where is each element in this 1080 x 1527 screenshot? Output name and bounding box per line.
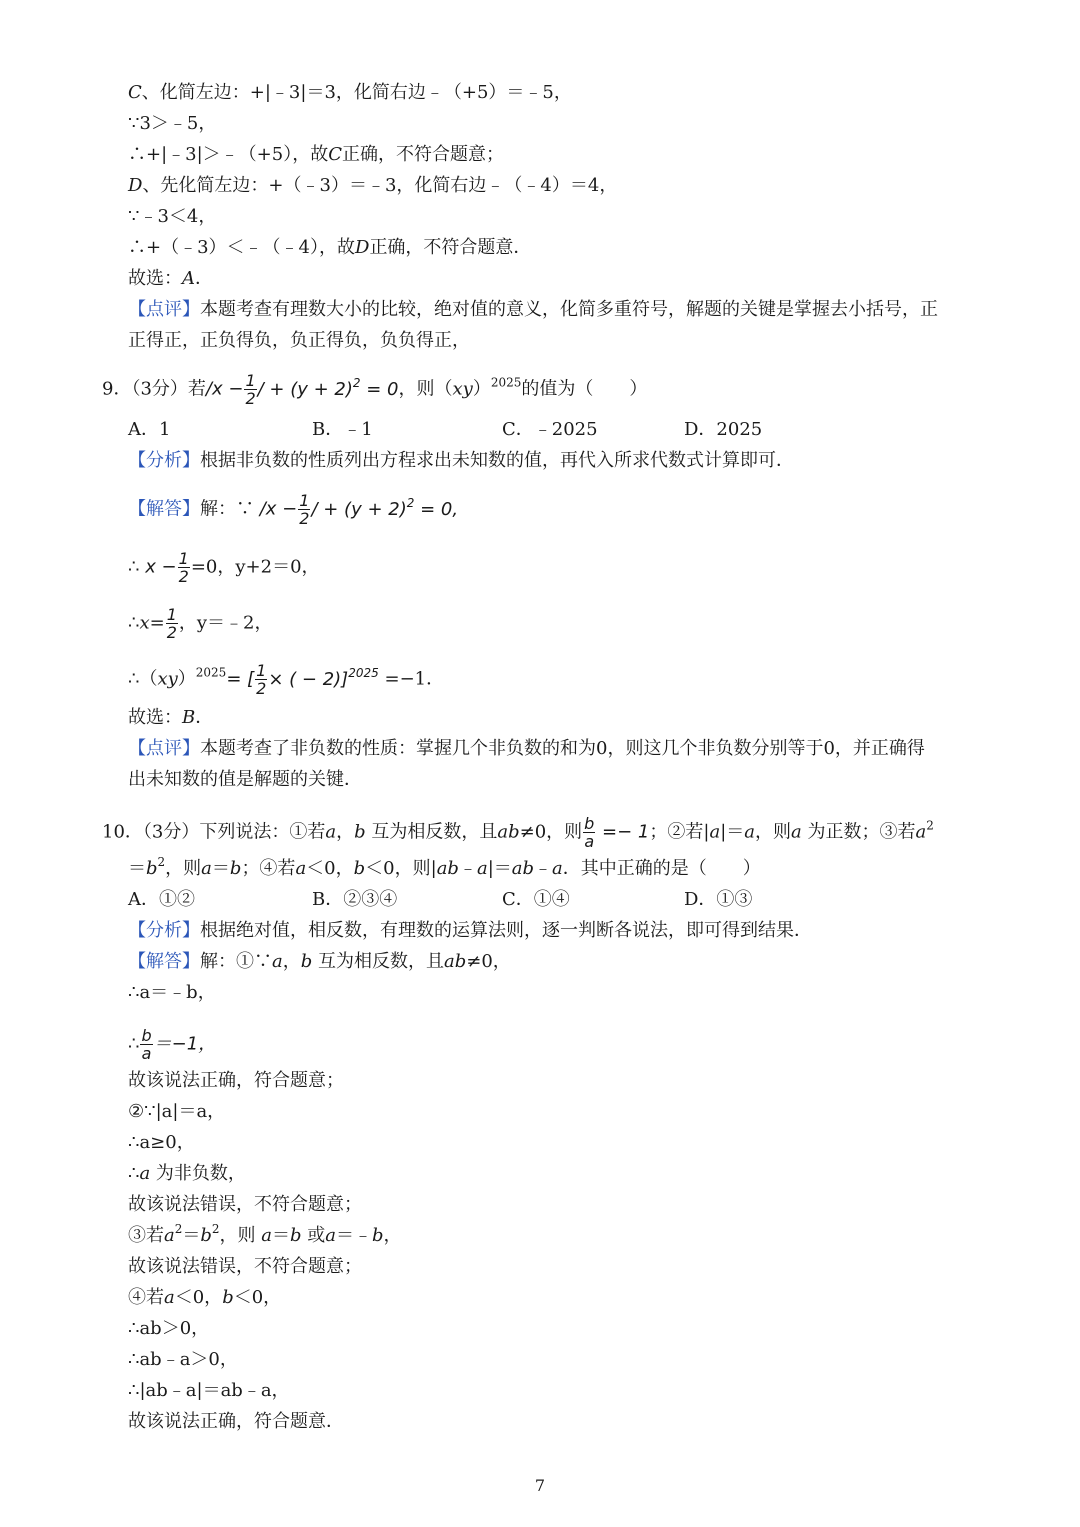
- option-c-because: ∵3＞﹣5，: [128, 113, 217, 134]
- question-10-stem: 10．（3分）下列说法：①若a，b 互为相反数，且ab≠0，则 $\frac{b}{a}$ =− 1；②若|a|＝a，则a 为正数；③若$a^2$: [102, 814, 934, 851]
- q9-comment: 【点评】本题考查了非负数的性质：掌握几个非负数的和为0，则这几个非负数分别等于0，并正确得: [128, 738, 925, 759]
- option-d-line: D、先化简左边：+（﹣3）＝﹣3，化简右边﹣（﹣4）＝4，: [128, 175, 618, 196]
- q10-answer: 【解答】解：①∵a，b 互为相反数，且ab≠0，: [128, 951, 511, 972]
- q10-correct-2: 故该说法正确，符合题意．: [128, 1411, 344, 1432]
- comment-tag: 【点评】: [128, 299, 200, 320]
- q9-comment-2: 出未知数的值是解题的关键．: [128, 769, 362, 790]
- q10-step-3: ∴a≥0，: [128, 1132, 195, 1153]
- q9-option-d: D．2025: [684, 419, 763, 440]
- q10-step-9: ∴|ab﹣a|＝ab﹣a，: [128, 1380, 290, 1401]
- q9-answer: 【解答】解：∵ /x − $\frac{1}{2}$ / + $(y + 2)^2 = 0$,: [128, 491, 459, 528]
- q10-analysis: 【分析】根据绝对值，相反数，有理数的运算法则，逐一判断各说法，即可得到结果．: [128, 920, 812, 941]
- q10-wrong-1: 故该说法错误，不符合题意；: [128, 1194, 362, 1215]
- q8-choose: 故选：A．: [128, 268, 213, 289]
- q10-option-c: C．①④: [502, 889, 570, 910]
- option-c-therefore: ∴+|﹣3|＞﹣（+5），故C正确，不符合题意；: [128, 144, 504, 165]
- q10-step-7: ∴ab＞0，: [128, 1318, 210, 1339]
- q10-correct-1: 故该说法正确，符合题意；: [128, 1070, 344, 1091]
- q10-step-8: ∴ab﹣a＞0，: [128, 1349, 238, 1370]
- q8-comment: 【点评】本题考查有理数大小的比较，绝对值的意义，化简多重符号，解题的关键是掌握去小括号，正: [128, 299, 938, 320]
- q10-step-6: ④若a＜0，b＜0，: [128, 1287, 282, 1308]
- q9-option-a: A．1: [128, 419, 171, 440]
- q10-step-5: ③若$a^2=b^2$，则 a＝b 或a＝﹣b，: [128, 1222, 402, 1246]
- q9-option-c: C．﹣2025: [502, 419, 598, 440]
- q10-option-b: B．②③④: [312, 889, 398, 910]
- page-number: 7: [534, 1476, 546, 1495]
- q9-option-b: B．﹣1: [312, 419, 373, 440]
- q10-wrong-2: 故该说法错误，不符合题意；: [128, 1256, 362, 1277]
- option-d-because: ∵﹣3＜4，: [128, 206, 217, 227]
- q9-analysis: 【分析】根据非负数的性质列出方程求出未知数的值，再代入所求代数式计算即可．: [128, 450, 794, 471]
- q9-step-2: ∴ x − $\frac{1}{2}$ =0，y+2＝0，: [128, 549, 320, 586]
- option-d-therefore: ∴+（﹣3）＜﹣（﹣4），故D正确，不符合题意．: [128, 237, 532, 258]
- option-c-line: C、化简左边：+|﹣3|＝3，化简右边﹣（+5）＝﹣5，: [128, 82, 572, 103]
- q10-option-d: D．①③: [684, 889, 753, 910]
- q10-step-a-eq: ∴a＝﹣b，: [128, 982, 216, 1003]
- q10-step-ba: ∴ $\frac{b}{a}$ ＝−1，: [128, 1026, 217, 1063]
- q10-step-4: ∴a 为非负数，: [128, 1163, 246, 1184]
- q8-comment-2: 正得正，正负得负，负正得负，负负得正，: [128, 330, 470, 351]
- q9-step-4: ∴（xy）$^{2025}$= [ $\frac{1}{2}$ × ( − 2)]$^{2025}$ =−1．: [128, 661, 445, 698]
- q10-step-2: ②∵|a|＝a，: [128, 1101, 226, 1122]
- question-10-stem-2: $=b^2$，则a＝b；④若a＜0，b＜0，则|ab﹣a|＝ab﹣a．其中正确的是（ ）: [128, 855, 761, 879]
- q9-step-3: ∴x= $\frac{1}{2}$ ，y＝﹣2，: [128, 605, 273, 642]
- q10-option-a: A．①②: [128, 889, 195, 910]
- q9-choose: 故选：B．: [128, 707, 214, 728]
- question-9-stem: 9．（3分）若/x − $\frac{1}{2}$ / + $(y + 2)^2 = 0$，则（xy）$^{2025}$的值为（ ）: [102, 371, 648, 408]
